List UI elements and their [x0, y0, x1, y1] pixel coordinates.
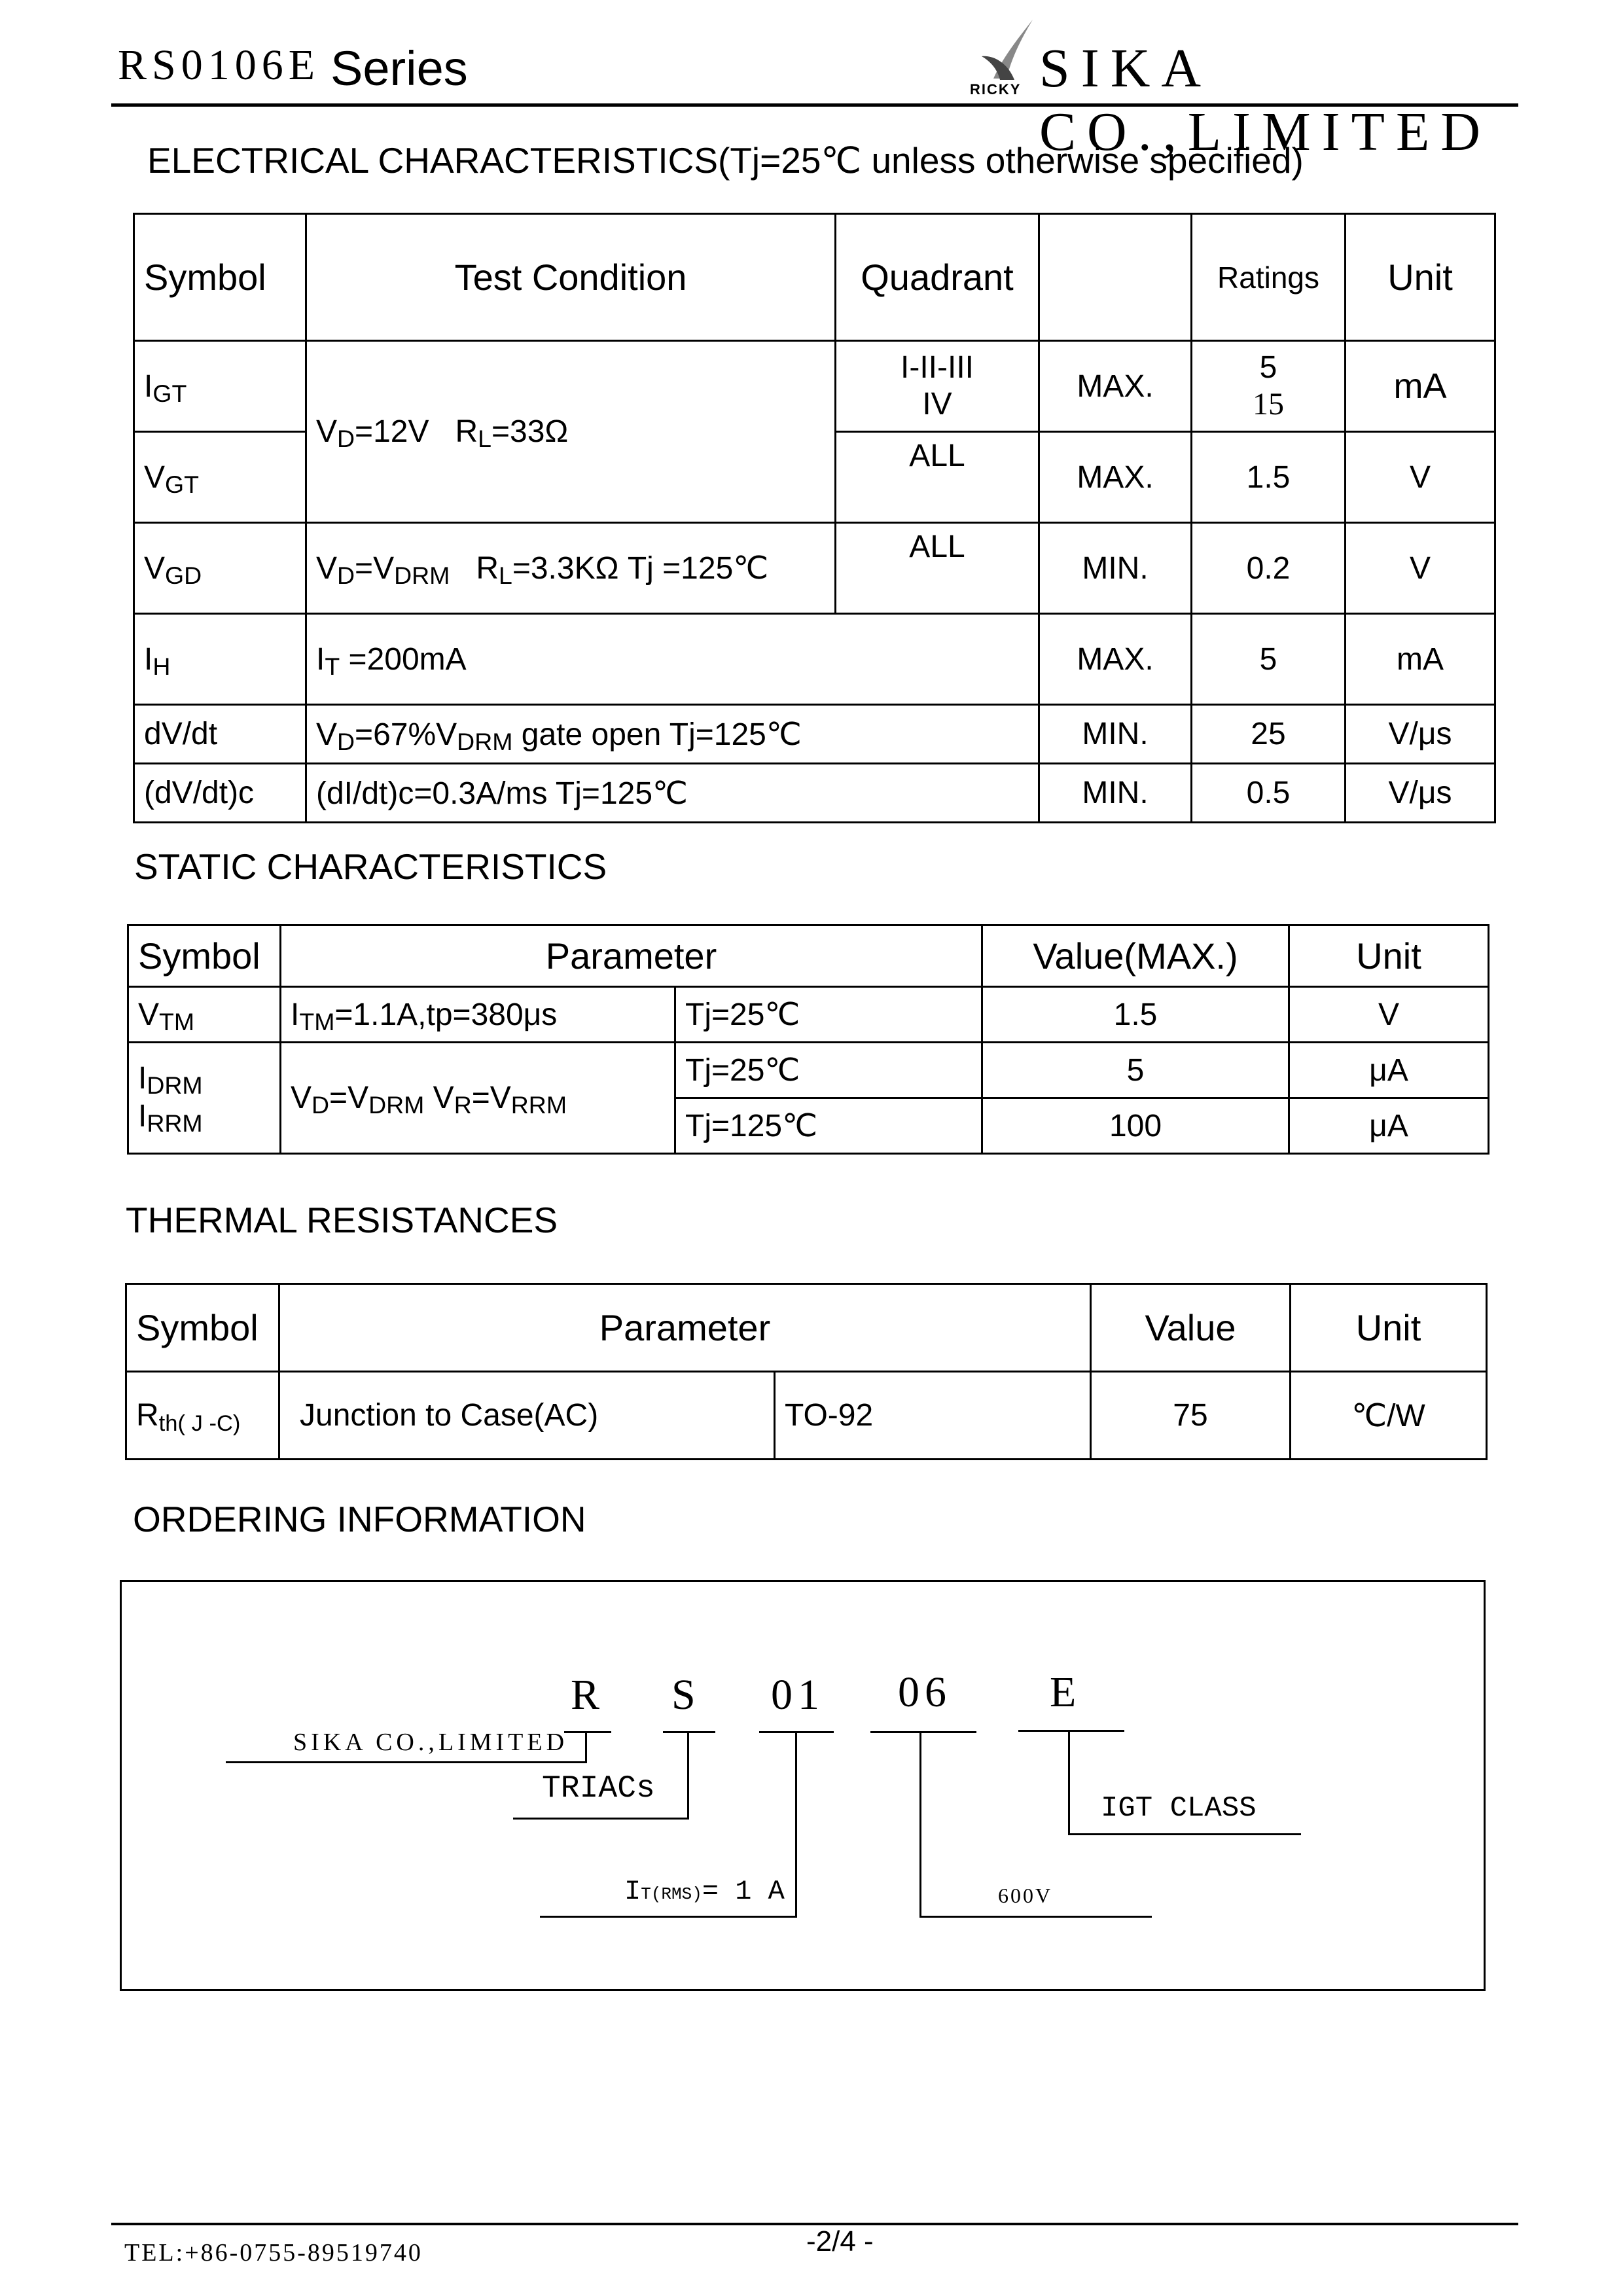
code-voltage: 06	[898, 1668, 952, 1716]
dvdt-rating: 25	[1192, 705, 1346, 764]
igt-limit: MAX.	[1039, 341, 1192, 432]
header-quadrant: Quadrant	[836, 214, 1039, 341]
row-idrm-25	[128, 1043, 1489, 1098]
static-header-symbol: Symbol	[128, 925, 281, 987]
row-igt	[134, 341, 1495, 432]
rth-symbol: $R_{th( J -C)}$	[126, 1372, 279, 1460]
type-leader-vertical	[687, 1731, 689, 1820]
code-r-underline	[564, 1731, 611, 1733]
ordering-title: ORDERING INFORMATION	[133, 1499, 586, 1539]
row-ih	[134, 614, 1495, 705]
thermal-header-unit: Unit	[1291, 1284, 1487, 1372]
dvdt-limit: MIN.	[1039, 705, 1192, 764]
header-company: SIKA CO.,LIMITED	[1039, 38, 1491, 162]
rth-package: TO-92	[775, 1372, 1091, 1460]
dvdt-unit: V/μs	[1346, 705, 1495, 764]
vgd-condition: $V_D=V_{DRM}$ $R_L=3.3K\Omega$ Tj =125℃	[306, 523, 836, 614]
header-symbol: Symbol	[134, 214, 306, 341]
idrm-temperature-125: Tj=125℃	[675, 1098, 982, 1154]
ih-condition: $I_T =200mA$	[306, 614, 1039, 705]
company-label: SIKA CO.,LIMITED	[293, 1729, 569, 1756]
footer-tel: TEL:+86-0755-89519740	[124, 2239, 423, 2267]
idrm-unit-25: μA	[1289, 1043, 1489, 1098]
rth-parameter: Junction to Case(AC)	[279, 1372, 775, 1460]
dvdtc-rating: 0.5	[1192, 764, 1346, 823]
row-vgd	[134, 523, 1495, 614]
vtm-temperature: Tj=25℃	[675, 987, 982, 1043]
idrm-unit-125: μA	[1289, 1098, 1489, 1154]
electrical-header-row	[134, 214, 1495, 341]
thermal-header-symbol: Symbol	[126, 1284, 279, 1372]
current-leader-horizontal	[540, 1916, 797, 1918]
vgd-limit: MIN.	[1039, 523, 1192, 614]
row-rth	[126, 1372, 1487, 1460]
static-table	[127, 924, 1489, 1155]
static-header-parameter: Parameter	[281, 925, 982, 987]
static-title: STATIC CHARACTERISTICS	[134, 846, 607, 887]
header-model: RS0106E	[118, 41, 321, 89]
header-ratings: Ratings	[1192, 214, 1346, 341]
row-dvdtc	[134, 764, 1495, 823]
igt-class-label: IGT CLASS	[1101, 1792, 1257, 1825]
vtm-unit: V	[1289, 987, 1489, 1043]
dvdt-condition: $V_D=67\%V_{DRM}$ gate open Tj=125℃	[306, 705, 1039, 764]
idrm-parameter: $V_D=V_{DRM}$ $V_R=V_{RRM}$	[281, 1043, 675, 1154]
igt-unit: mA	[1346, 341, 1495, 432]
logo-wordmark: RICKY	[970, 81, 1022, 98]
dvdtc-symbol: (dV/dt)c	[134, 764, 306, 823]
idrm-value-25: 5	[982, 1043, 1289, 1098]
thermal-header-parameter: Parameter	[279, 1284, 1091, 1372]
igt-ratings: 5 15	[1192, 341, 1346, 432]
static-header-value: Value(MAX.)	[982, 925, 1289, 987]
rth-unit: ℃/W	[1291, 1372, 1487, 1460]
dvdtc-condition: (dI/dt)c=0.3A/ms Tj=125℃	[306, 764, 1039, 823]
igt-leader-vertical	[1068, 1730, 1070, 1835]
electrical-title: ELECTRICAL CHARACTERISTICS(Tj=25℃ unless otherwise specified)	[147, 140, 1304, 181]
ordering-diagram	[120, 1580, 1486, 1991]
code-s: S	[671, 1671, 696, 1719]
static-header-row	[128, 925, 1489, 987]
idrm-temperature-25: Tj=25℃	[675, 1043, 982, 1098]
current-label: IT(RMS)= 1 A	[624, 1876, 785, 1907]
thermal-title: THERMAL RESISTANCES	[126, 1200, 558, 1240]
code-r: R	[571, 1671, 600, 1719]
company-leader-horizontal	[226, 1761, 587, 1763]
vtm-symbol: $V_{TM}$	[128, 987, 281, 1043]
company-leader-vertical	[585, 1731, 587, 1763]
code-s-underline	[663, 1731, 715, 1733]
dvdt-symbol: dV/dt	[134, 705, 306, 764]
header-limit	[1039, 214, 1192, 341]
header-rule	[111, 103, 1518, 107]
header-series: Series	[330, 41, 468, 96]
idrm-symbol: $I_{DRM}$ $I_{RRM}$	[128, 1043, 281, 1154]
dvdtc-unit: V/μs	[1346, 764, 1495, 823]
vgt-rating: 1.5	[1192, 432, 1346, 523]
row-dvdt	[134, 705, 1495, 764]
header-test-condition: Test Condition	[306, 214, 836, 341]
idrm-value-125: 100	[982, 1098, 1289, 1154]
code-igt-underline	[1018, 1730, 1124, 1732]
voltage-leader-vertical	[919, 1731, 921, 1918]
header-unit: Unit	[1346, 214, 1495, 341]
type-leader-horizontal	[513, 1818, 689, 1820]
dvdtc-limit: MIN.	[1039, 764, 1192, 823]
igt-quadrant: I-II-III IV	[836, 341, 1039, 432]
ih-rating: 5	[1192, 614, 1346, 705]
page-number: -2/4 -	[806, 2225, 874, 2257]
code-voltage-underline	[870, 1731, 976, 1733]
ih-symbol: $I_H$	[134, 614, 306, 705]
vtm-value: 1.5	[982, 987, 1289, 1043]
vgd-unit: V	[1346, 523, 1495, 614]
code-series: 01	[771, 1671, 825, 1719]
vtm-parameter: $I_{TM}=1.1A,tp=380\mu s$	[281, 987, 675, 1043]
voltage-label: 600V	[998, 1884, 1053, 1907]
igt-symbol: $I_{GT}$	[134, 341, 306, 432]
row-vtm	[128, 987, 1489, 1043]
igt-vgt-condition: $V_D=12V$ $R_L=33\Omega$	[306, 341, 836, 523]
thermal-table	[125, 1283, 1488, 1460]
vgd-rating: 0.2	[1192, 523, 1346, 614]
voltage-leader-horizontal	[919, 1916, 1152, 1918]
vgt-symbol: $V_{GT}$	[134, 432, 306, 523]
vgt-limit: MAX.	[1039, 432, 1192, 523]
electrical-table	[133, 213, 1496, 823]
ih-unit: mA	[1346, 614, 1495, 705]
vgt-unit: V	[1346, 432, 1495, 523]
thermal-header-row	[126, 1284, 1487, 1372]
igt-leader-horizontal	[1068, 1833, 1301, 1835]
thermal-header-value: Value	[1091, 1284, 1291, 1372]
vgd-quadrant: ALL	[836, 523, 1039, 614]
vgd-symbol: $V_{GD}$	[134, 523, 306, 614]
rth-value: 75	[1091, 1372, 1291, 1460]
type-label: TRIACs	[542, 1771, 655, 1806]
ih-limit: MAX.	[1039, 614, 1192, 705]
ricky-logo	[967, 17, 1039, 99]
current-leader-vertical	[795, 1731, 797, 1918]
code-igt: E	[1050, 1668, 1077, 1716]
static-header-unit: Unit	[1289, 925, 1489, 987]
vgt-quadrant: ALL	[836, 432, 1039, 523]
